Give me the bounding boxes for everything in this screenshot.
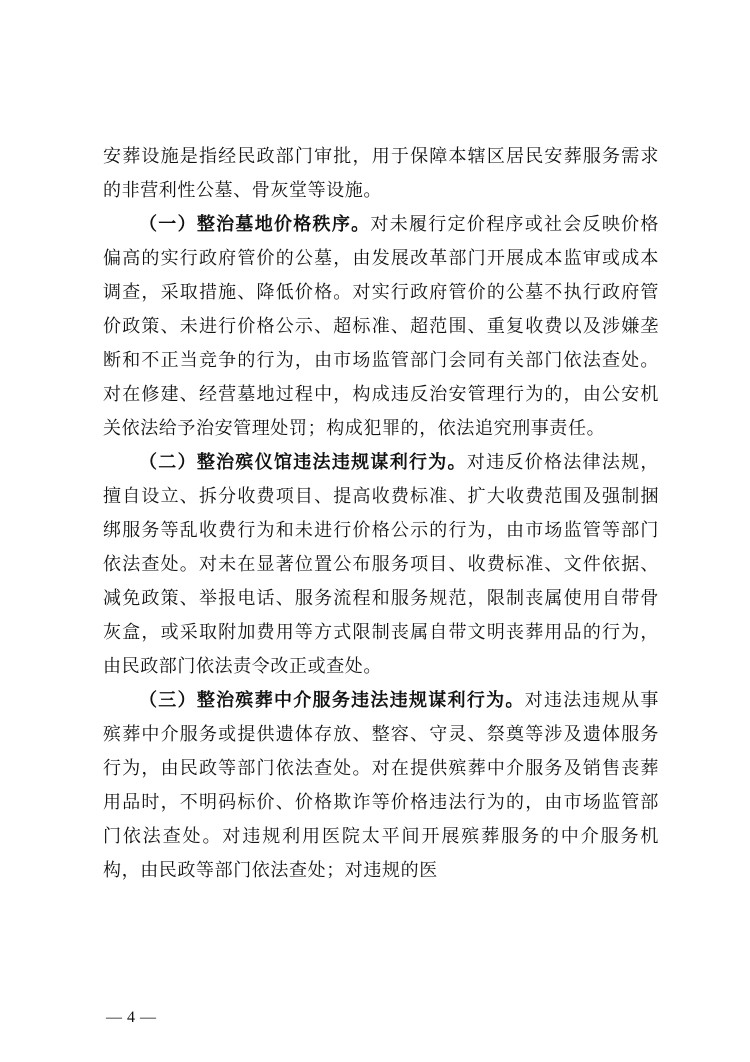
- paragraph-funeral-home: [103, 446, 659, 684]
- page-number: — 4 —: [106, 1009, 157, 1026]
- paragraph-funeral-intermediary-text: 对违法违规从事殡葬中介服务或提供遗体存放、整容、守灵、祭奠等涉及遗体服务行为，由民政等部门依法查处。对在提供殡葬中介服务及销售丧葬用品时，不明码标价、价格欺诈等价格违法行为的，由市场监管部门依法查处。对违规利用医院太平间开展殡葬服务的中介服务机构，由民政等部门依法查处；对违规的医: [103, 690, 660, 881]
- paragraph-cemetery-pricing: [103, 208, 659, 446]
- section-heading-1: （一）整治墓地价格秩序。: [139, 214, 371, 235]
- section-heading-3: （三）整治殡葬中介服务违法违规谋利行为。: [139, 690, 525, 711]
- document-body: [103, 140, 659, 888]
- paragraph-intro: [103, 140, 659, 208]
- paragraph-funeral-home-text: 对违反价格法律法规，擅自设立、拆分收费项目、提高收费标准、扩大收费范围及强制捆绑服务等乱收费行为和未进行价格公示的行为，由市场监管等部门依法查处。对未在显著位置公布服务项目、收费标准、文件依据、减免政策、举报电话、服务流程和服务规范，限制丧属使用自带骨灰盒，或采取附加费用等方式限制丧属自带文明丧葬用品的行为，由民政部门依法责令改正或查处。: [103, 452, 660, 677]
- section-heading-2: （二）整治殡仪馆违法违规谋利行为。: [139, 452, 467, 473]
- paragraph-cemetery-pricing-text: 对未履行定价程序或社会反映价格偏高的实行政府管价的公墓，由发展改革部门开展成本监审或成本调查，采取措施、降低价格。对实行政府管价的公墓不执行政府管价政策、未进行价格公示、超标准、超范围、重复收费以及涉嫌垄断和不正当竞争的行为，由市场监管部门会同有关部门依法查处。对在修建、经营墓地过程中，构成违反治安管理行为的，由公安机关依法给予治安管理处罚；构成犯罪的，依法追究刑事责任。: [103, 214, 660, 439]
- paragraph-funeral-intermediary: [103, 684, 659, 888]
- paragraph-intro-text: 安葬设施是指经民政部门审批，用于保障本辖区居民安葬服务需求的非营利性公墓、骨灰堂等设施。: [103, 146, 659, 201]
